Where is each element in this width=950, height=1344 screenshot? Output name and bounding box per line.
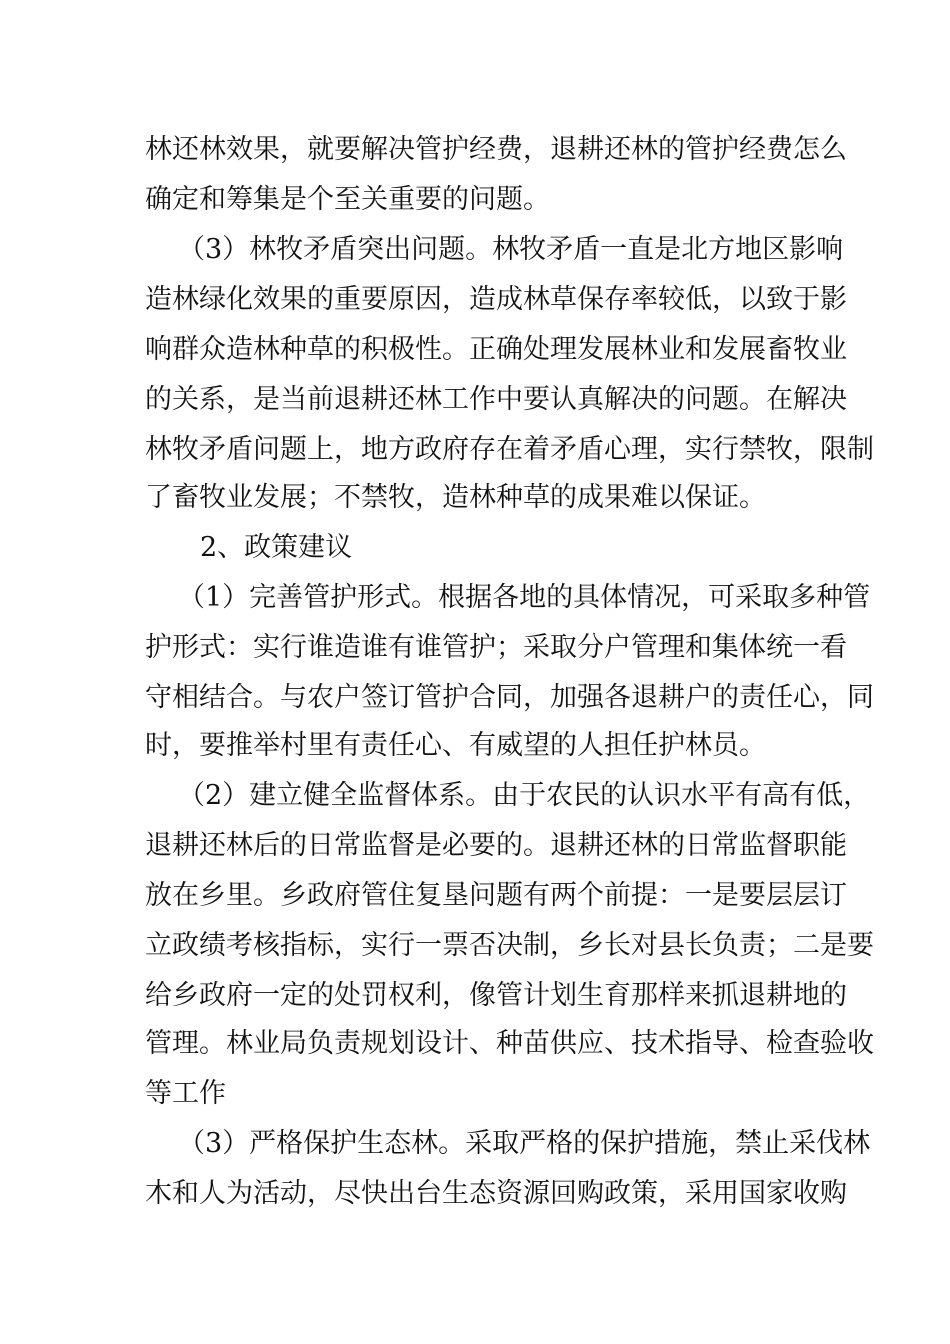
- body-text-line: 的关系，是当前退耕还林工作中要认真解决的问题。在解决: [145, 384, 847, 415]
- body-text-line: 时，要推举村里有责任心、有威望的人担任护林员。: [145, 730, 766, 761]
- section-heading-line: （3）林牧矛盾突出问题。林牧矛盾一直是北方地区影响: [178, 234, 844, 265]
- body-text-line: 守相结合。与农户签订管护合同，加强各退耕户的责任心，同: [145, 682, 874, 713]
- body-text-line: 管理。林业局负责规划设计、种苗供应、技术指导、检查验收: [145, 1028, 874, 1059]
- body-text-line: 等工作: [145, 1078, 226, 1109]
- body-text-line: 造林绿化效果的重要原因，造成林草保存率较低，以致于影: [145, 284, 847, 315]
- body-text-line: 退耕还林后的日常监督是必要的。退耕还林的日常监督职能: [145, 830, 847, 861]
- section-heading-line: （1）完善管护形式。根据各地的具体情况，可采取多种管: [178, 582, 871, 613]
- body-text-line: 给乡政府一定的处罚权利，像管计划生育那样来抓退耕地的: [145, 980, 847, 1011]
- body-text-line: 护形式：实行谁造谁有谁管护；采取分户管理和集体统一看: [145, 632, 847, 663]
- section-title: 2、政策建议: [200, 532, 353, 563]
- body-text-line: 林还林效果，就要解决管护经费，退耕还林的管护经费怎么: [145, 134, 847, 165]
- body-text-line: 立政绩考核指标，实行一票否决制，乡长对县长负责；二是要: [145, 930, 874, 961]
- body-text-line: 林牧矛盾问题上，地方政府存在着矛盾心理，实行禁牧，限制: [145, 434, 874, 465]
- body-text-line: 放在乡里。乡政府管住复垦问题有两个前提：一是要层层订: [145, 880, 847, 911]
- section-heading-line: （3）严格保护生态林。采取严格的保护措施，禁止采伐林: [178, 1128, 871, 1159]
- body-text-line: 了畜牧业发展；不禁牧，造林种草的成果难以保证。: [145, 482, 766, 513]
- body-text-line: 确定和筹集是个至关重要的问题。: [145, 184, 550, 215]
- body-text-line: 响群众造林种草的积极性。正确处理发展林业和发展畜牧业: [145, 334, 847, 365]
- section-heading-line: （2）建立健全监督体系。由于农民的认识水平有高有低，: [178, 780, 871, 811]
- body-text-line: 木和人为活动，尽快出台生态资源回购政策，采用国家收购: [145, 1178, 847, 1209]
